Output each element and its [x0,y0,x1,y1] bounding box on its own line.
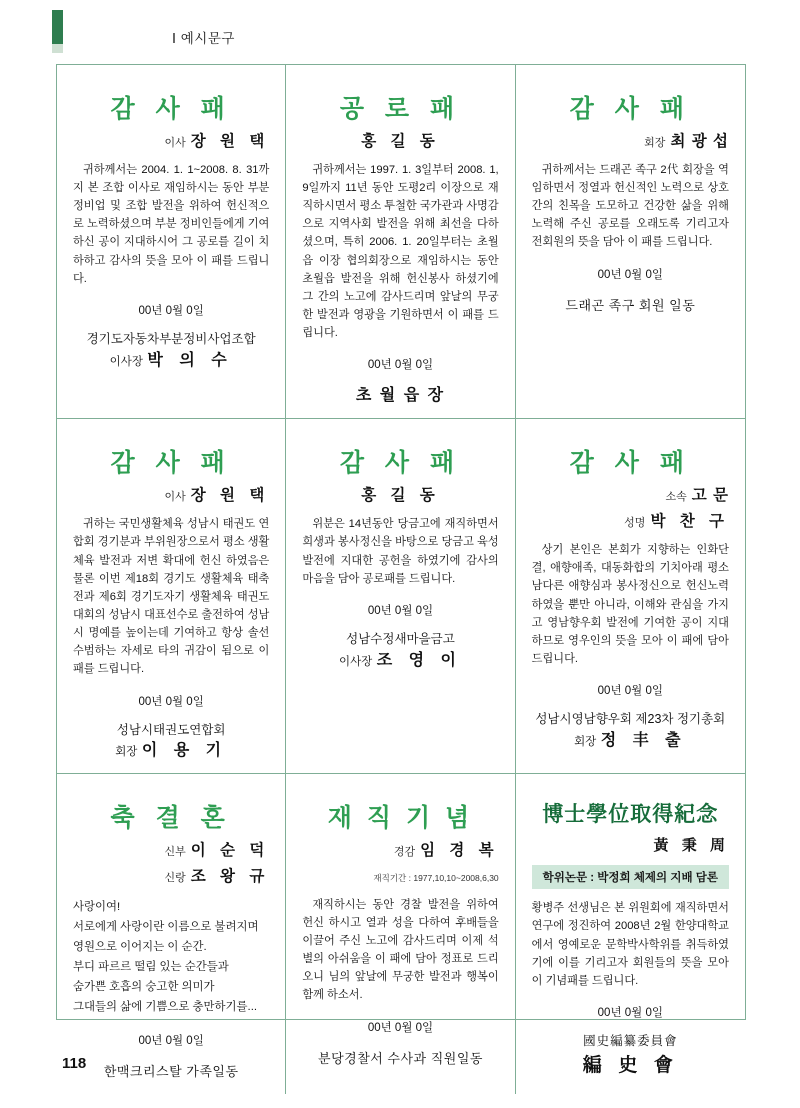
giver-org: 國史編纂委員會 [583,1032,678,1048]
recipient-label: 이사 [164,137,186,149]
plaque-date: 00년 0월 0일 [138,695,204,708]
recipient-name: 홍 길 동 [361,133,440,150]
service-period: 재직기간 : 1977,10,10~2008,6,30 [373,873,499,884]
giver-org: 성남시영남향우회 제23차 정기총회 [535,712,726,727]
recipient-line [73,485,269,507]
plaque-giver [302,1047,498,1071]
recipient-name-2: 박 찬 구 [650,513,729,531]
plaque-card [286,65,515,419]
recipient-label: 소속 [665,491,687,504]
recipient-label-2: 성명 [624,517,646,530]
giver-name: 박 의 수 [147,351,233,369]
plaque-title: 감 사 패 [339,449,462,478]
plaque-card [57,65,286,419]
page-number: 118 [62,1055,87,1072]
plaque-poem [73,898,269,1018]
plaque-body: 귀하께서는 2004. 1. 1~2008. 8. 31까지 본 조합 이사로 재임하시는 동안 부분정비업 및 조합 발전을 위하여 헌신적으로 노력하셨으며 부분 정비인들에게 기여하신 공이 지대하시어 그 공로를 길이 치하하고 감사의 뜻을 모아 이 패를 드립니다. [73,163,270,285]
recipient-line [302,485,498,507]
plaque-card [57,774,286,1094]
giver-role: 이사장 [109,355,143,368]
recipient-label: 회장 [644,137,666,149]
plaque-body: 상기 본인은 본회가 지향하는 인화단결, 애향애족, 대동화합의 기치아래 평소 남다른 애향심과 봉사정신으로 헌신노력하였을 뿐만 아니라, 이해와 관심을 가지고 영남향우회 발전에 기여한 공이 지대하므로 영우인의 뜻을 모아 이 패에 담아 드립니다. [531,544,729,666]
plaque-date: 00년 0월 0일 [597,685,663,698]
recipient-line-2 [73,866,269,888]
giver-org: 드래곤 족구 회원 일동 [565,297,696,313]
giver-org: 분당경찰서 수사과 직원일동 [318,1050,483,1066]
giver-org: 경기도자동차부분정비사업조합 [86,331,256,346]
plaque-card [516,774,745,1094]
plaque-giver [73,330,269,373]
giver-name: 조 영 이 [376,651,463,669]
giver-name: 정 丰 출 [600,731,687,749]
giver-name: 이 용 기 [141,742,228,760]
plaque-giver [302,384,498,408]
plaque-body: 황병주 선생님은 본 위원회에 재직하면서 연구에 정진하여 2008년 2월 한양대학교에서 영예로운 문학박사학위를 취득하였기에 이를 기리고자 회원들의 뜻을 모아 이 기념패를 드립니다. [531,902,729,987]
giver-name: 編 史 會 [582,1053,678,1076]
recipient-name: 홍 길 동 [361,487,440,505]
plaque-body: 위분은 14년동안 당금고에 재직하면서 희생과 봉사정신을 바탕으로 당금고 육성 발전에 지대한 공헌을 하였기에 감사의 마음을 담아 공로패를 드립니다. [302,518,499,585]
plaque-title: 博士學位取得紀念 [542,801,719,827]
plaque-title: 감 사 패 [569,449,691,478]
plaque-title: 축 결 혼 [110,804,232,833]
plaque-title: 감 사 패 [569,95,691,123]
recipient-subnote [302,866,498,888]
plaque-card [286,774,515,1094]
giver-role: 회장 [574,735,597,748]
recipient-label: 이사 [164,491,186,504]
recipient-name: 임 경 복 [420,842,499,860]
plaque-giver [73,721,269,764]
recipient-label-2: 신랑 [164,872,186,885]
plaque-giver [532,710,729,753]
recipient-line [73,840,269,862]
giver-org: 성남수정새마을금고 [346,631,455,646]
poem-line: 숨가쁜 호흡의 숭고한 의미가 [73,980,215,993]
recipient-line-2 [532,511,729,533]
plaque-body: 귀하께서는 1997. 1. 3일부터 2008. 1,9일까지 11년 동안 도평2리 이장으로 재직하시면서 평소 투철한 국가관과 사명감으로 지역사회 발전을 위해 최선을 다하셨으며, 특히 2006. 1. 20일부터는 초월읍 이장 협의회장으로 재임하시는 동안 초월읍 발전을 위해 헌신봉사 하셨기에 그 간의 노고에 감사드리며 앞날의 무궁한 발전과 영광을 기원하면서 이 패를 드립니다. [302,163,499,340]
plaque-giver [532,294,729,318]
poem-line: 영원으로 이어지는 이 순간. [73,941,207,954]
plaque-date: 00년 0월 0일 [138,304,204,317]
plaque-date: 00년 0월 0일 [367,1021,434,1034]
plaque-date: 00년 0월 0일 [597,268,663,281]
poem-line: 서로에게 사랑이란 이름으로 불려지며 [73,921,259,934]
page-title: Ⅰ 예시문구 [172,31,235,46]
giver-org: 한맥크리스탈 가족일동 [103,1063,239,1079]
recipient-name: 黃 秉 周 [653,836,729,855]
plaque-card [516,65,745,419]
plaque-title: 감 사 패 [110,95,232,123]
plaque-body: 재직하시는 동안 경찰 발전을 위하여 헌신 하시고 열과 성을 다하여 후배들을 이끌어 주신 노고에 감사드리며 이제 석별의 아쉬움을 이 패에 담아 정표로 드리오니 님의 앞날에 무궁한 발전과 행복이 함께 하소서. [302,898,499,1002]
recipient-label: 경감 [393,846,416,859]
giver-org: 성남시태권도연합회 [116,722,226,737]
plaque-title: 공 로 패 [339,95,462,123]
page-header [0,0,800,62]
header-accent-bar [52,10,63,44]
recipient-line [73,131,269,153]
poem-line: 사랑이여! [73,901,121,914]
recipient-label: 신부 [164,846,186,859]
plaque-date: 00년 0월 0일 [597,1006,663,1019]
plaque-body: 귀하는 국민생활체육 성남시 태권도 연합회 경기분과 부위원장으로서 평소 생활체육 발전과 저변 확대에 헌신 하였음은 물론 이번 제18회 경기도 생활체육 태축전과 제6회 경기도자기 생활체육 태권도 대회의 성남시 대표선수로 출전하여 성남시 명예를 높이는데 기여하고 항상 솔선수범하는 자세로 타의 귀감이 됨으로 이 패를 드립니다. [73,518,270,676]
plaque-card [57,419,286,774]
plaque-card [516,419,745,774]
poem-line: 그대들의 삶에 기쁨으로 충만하기를... [73,1000,258,1013]
giver-role: 이사장 [338,655,373,668]
recipient-name: 장 원 택 [190,487,270,505]
giver-role: 회장 [115,746,138,759]
recipient-name: 최 광 섭 [670,133,729,150]
plaque-body: 귀하께서는 드래곤 족구 2代 회장을 역임하면서 정열과 헌신적인 노력으로 상호 간의 친목을 도모하고 건강한 삶을 위해 노력해 주신 공로를 오래도록 기리고자 전회원의 뜻을 담아 이 패를 드립니다. [531,163,729,249]
plaque-date: 00년 0월 0일 [367,604,434,617]
giver-name: 초 월 읍 장 [355,387,446,405]
recipient-name: 고 문 [691,487,729,505]
recipient-line [532,485,729,507]
recipient-name: 장 원 택 [190,133,270,150]
plaque-giver [73,1060,269,1084]
poem-line: 부디 파르르 떨림 있는 순간들과 [73,960,229,973]
plaque-card [286,419,515,774]
recipient-name-2: 조 왕 규 [190,868,270,886]
recipient-line [302,840,498,862]
plaque-date: 00년 0월 0일 [138,1034,204,1047]
thesis-title-highlight: 학위논문 : 박정희 체제의 지배 담론 [532,865,729,889]
plaque-date: 00년 0월 0일 [367,359,434,372]
plaque-title: 재 직 기 념 [327,804,474,833]
recipient-line [532,131,729,153]
plaque-title: 감 사 패 [110,449,232,478]
recipient-name: 이 순 덕 [190,842,270,860]
recipient-line [302,131,498,153]
plaque-giver [302,630,498,673]
plaque-giver [532,1032,729,1079]
